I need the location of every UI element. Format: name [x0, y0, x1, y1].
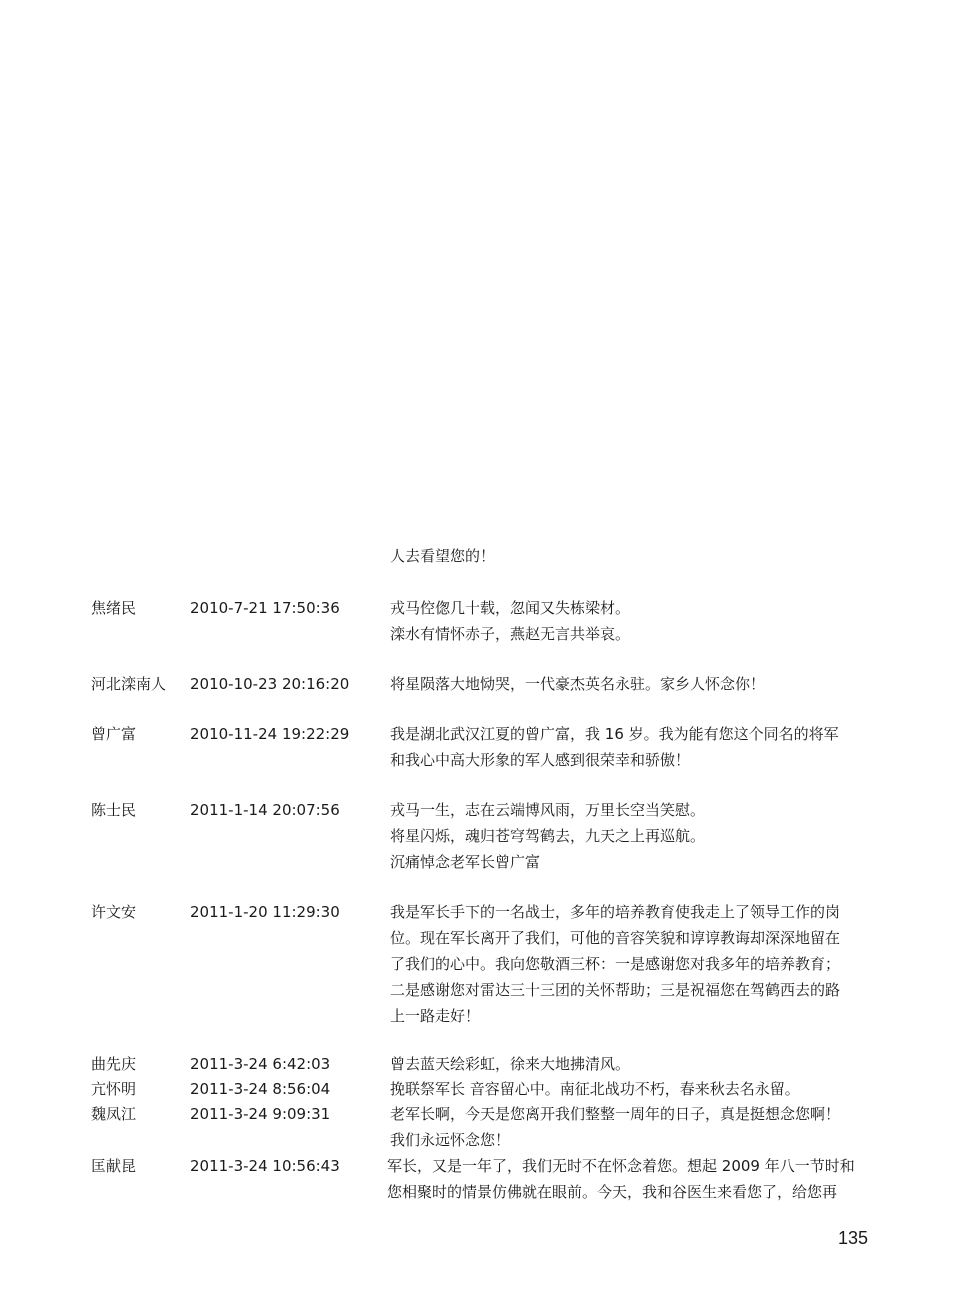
message	[390, 1076, 862, 1102]
message	[390, 595, 862, 647]
message-line: 军长，又是一年了，我们无时不在怀念着您。想起 2009 年八一节时和	[387, 1157, 855, 1175]
message-line: 将星陨落大地恸哭，一代豪杰英名永驻。家乡人怀念你！	[390, 675, 766, 693]
author-name: 河北滦南人	[91, 675, 167, 693]
continuation-text: 人去看望您的！	[390, 547, 496, 565]
author-name: 曾广富	[91, 725, 137, 743]
message-line: 将星闪烁，魂归苍穹驾鹤去，九天之上再巡航。	[390, 827, 706, 845]
author-name: 陈士民	[91, 801, 137, 819]
author-name: 亢怀明	[91, 1080, 137, 1098]
author-name: 魏凤江	[91, 1105, 137, 1123]
page-number: 135	[838, 1228, 869, 1248]
message-line: 我们永远怀念您！	[390, 1131, 511, 1149]
message-line: 我是军长手下的一名战士，多年的培养教育使我走上了领导工作的岗	[390, 903, 841, 921]
message-line: 您相聚时的情景仿佛就在眼前。今天，我和谷医生来看您了，给您再	[387, 1183, 838, 1201]
message-line: 二是感谢您对雷达三十三团的关怀帮助；三是祝福您在驾鹤西去的路	[390, 981, 841, 999]
message	[390, 721, 862, 773]
message	[390, 1101, 862, 1153]
message	[390, 899, 862, 1029]
message	[387, 1153, 859, 1205]
message-line: 和我心中高大形象的军人感到很荣幸和骄傲！	[390, 751, 691, 769]
message	[390, 671, 862, 697]
author-name: 许文安	[91, 903, 137, 921]
message	[390, 1051, 862, 1077]
message-line: 了我们的心中。我向您敬酒三杯：一是感谢您对我多年的培养教育；	[390, 955, 841, 973]
message	[390, 797, 862, 875]
author-name: 焦绪民	[91, 599, 137, 617]
timestamp: 2011-3-24 9:09:31	[190, 1105, 331, 1123]
message-line: 戎马一生，志在云端博风雨，万里长空当笑慰。	[390, 801, 706, 819]
message-line: 滦水有情怀赤子，燕赵无言共举哀。	[390, 625, 631, 643]
message-line: 沉痛悼念老军长曾广富	[390, 853, 541, 871]
author-name: 匡献昆	[91, 1157, 137, 1175]
message-line: 挽联祭军长 音容留心中。南征北战功不朽，春来秋去名永留。	[390, 1080, 800, 1098]
author-name: 曲先庆	[91, 1055, 137, 1073]
timestamp: 2010-10-23 20:16:20	[190, 675, 350, 693]
message-line: 戎马倥偬几十载，忽闻又失栋梁材。	[390, 599, 631, 617]
timestamp: 2010-7-21 17:50:36	[190, 599, 340, 617]
timestamp: 2011-1-14 20:07:56	[190, 801, 340, 819]
message-line: 曾去蓝天绘彩虹，徐来大地拂清风。	[390, 1055, 631, 1073]
timestamp: 2011-3-24 6:42:03	[190, 1055, 331, 1073]
message-line: 上一路走好！	[390, 1007, 481, 1025]
message-line: 位。现在军长离开了我们，可他的音容笑貌和谆谆教诲却深深地留在	[390, 929, 841, 947]
message-line: 我是湖北武汉江夏的曾广富，我 16 岁。我为能有您这个同名的将军	[390, 725, 839, 743]
timestamp: 2011-3-24 8:56:04	[190, 1080, 331, 1098]
timestamp: 2010-11-24 19:22:29	[190, 725, 350, 743]
timestamp: 2011-3-24 10:56:43	[190, 1157, 340, 1175]
timestamp: 2011-1-20 11:29:30	[190, 903, 340, 921]
message-line: 老军长啊，今天是您离开我们整整一周年的日子，真是挺想念您啊！	[390, 1105, 841, 1123]
